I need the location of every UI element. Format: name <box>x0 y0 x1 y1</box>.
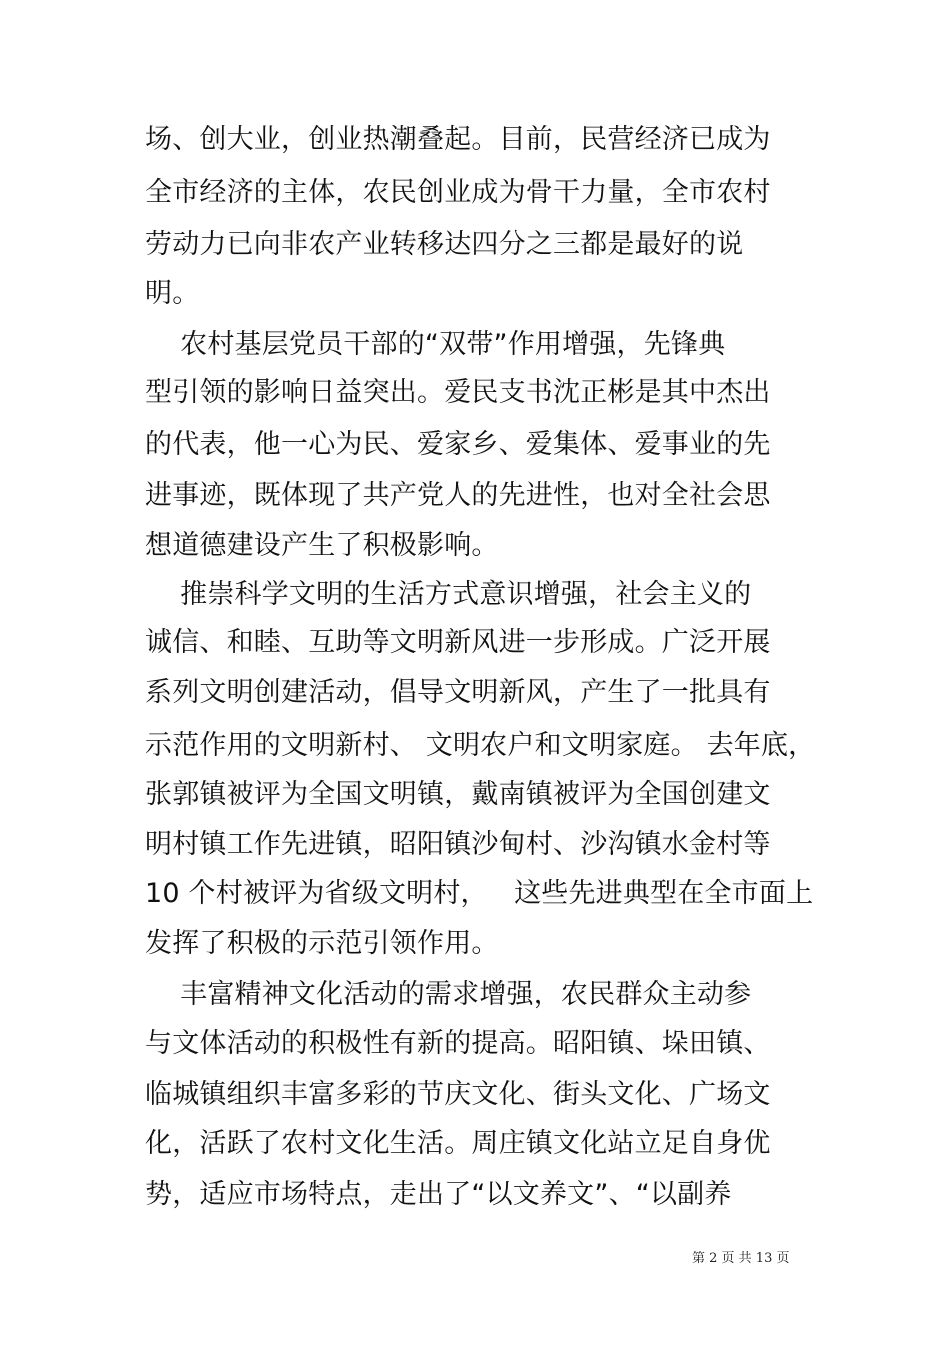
text-line: 劳动力已向非农产业转移达四分之三都是最好的说 <box>145 229 744 260</box>
text-line: 推崇科学文明的生活方式意识增强，社会主义的 <box>145 579 752 610</box>
text-line: 场、创大业，创业热潮叠起。目前，民营经济已成为 <box>145 124 771 155</box>
text-line: 示范作用的文明新村、 文明农户和文明家庭。 去年底， <box>145 730 816 761</box>
text-line: 化，活跃了农村文化生活。周庄镇文化站立足自身优 <box>145 1128 771 1159</box>
text-line: 10 个村被评为省级文明村， 这些先进典型在全市面上 <box>145 878 814 909</box>
text-line: 的代表，他一心为民、爱家乡、爱集体、爱事业的先 <box>145 429 771 460</box>
text-line: 系列文明创建活动，倡导文明新风，产生了一批具有 <box>145 677 771 708</box>
text-line: 农村基层党员干部的“双带”作用增强，先锋典 <box>145 329 726 360</box>
text-line: 想道德建设产生了积极影响。 <box>145 530 499 561</box>
text-line: 明村镇工作先进镇，昭阳镇沙甸村、沙沟镇水金村等 <box>145 829 771 860</box>
text-line: 诚信、和睦、互助等文明新风进一步形成。广泛开展 <box>145 627 771 658</box>
page-number-footer: 第 2 页 共 13 页 <box>692 1251 790 1266</box>
text-line: 型引领的影响日益突出。爱民支书沈正彬是其中杰出 <box>145 377 771 408</box>
text-line: 张郭镇被评为全国文明镇，戴南镇被评为全国创建文 <box>145 779 771 810</box>
text-line: 明。 <box>145 278 200 309</box>
text-line: 丰富精神文化活动的需求增强，农民群众主动参 <box>145 979 752 1010</box>
text-line: 势，适应市场特点，走出了“以文养文”、“以副养 <box>145 1179 732 1210</box>
text-line: 全市经济的主体，农民创业成为骨干力量，全市农村 <box>145 177 771 208</box>
text-line: 临城镇组织丰富多彩的节庆文化、街头文化、广场文 <box>145 1079 771 1110</box>
text-line: 发挥了积极的示范引领作用。 <box>145 928 499 959</box>
text-line: 与文体活动的积极性有新的提高。昭阳镇、垛田镇、 <box>145 1028 771 1059</box>
text-line: 进事迹，既体现了共产党人的先进性，也对全社会思 <box>145 480 771 511</box>
